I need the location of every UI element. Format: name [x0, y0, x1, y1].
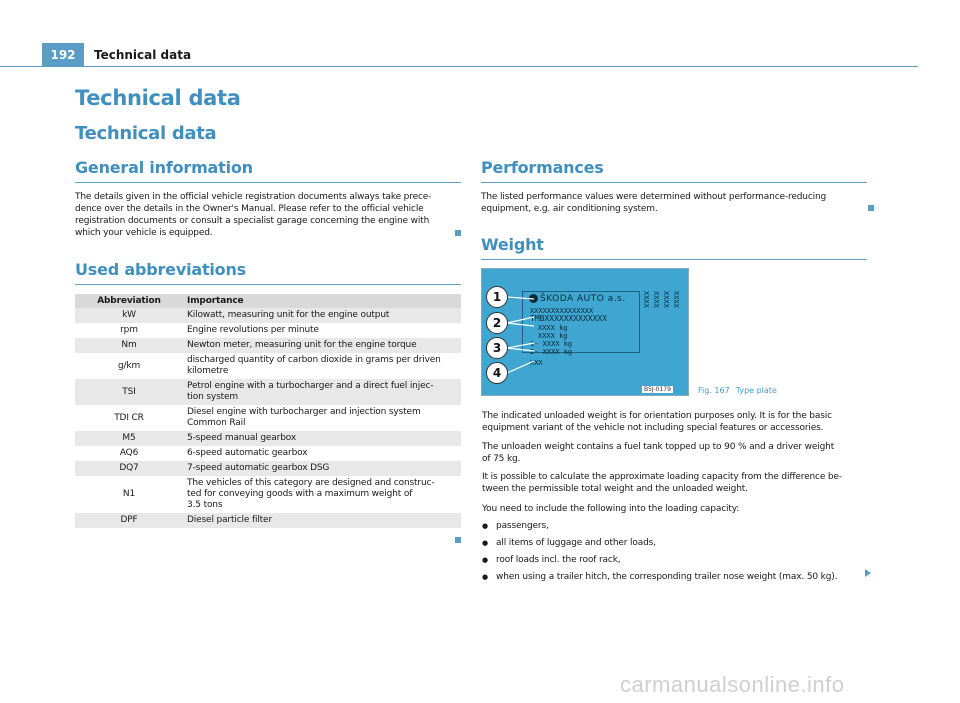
abbreviation-cell: M5	[75, 431, 183, 446]
section-end-mark	[455, 537, 461, 543]
callout-lines	[482, 269, 690, 397]
chapter-title: Technical data	[75, 86, 241, 110]
list-item: ● roof loads incl. the roof rack,	[482, 554, 837, 571]
plate-side-text: XXXX	[652, 291, 660, 308]
general-info-text: The details given in the official vehicle registration documents always take prece- dence over the details in the Owner's Manual. Please refer to the official vehicle registration documents or consult a specialist garage concerning the engine with which your vehicle is equipped.	[75, 192, 432, 238]
list-item: ● all items of luggage and other loads,	[482, 537, 837, 554]
plate-line: 1- XXXX kg	[530, 340, 573, 348]
importance-cell: Newton meter, measuring unit for the engine torque	[183, 338, 461, 353]
abbreviation-cell: DQ7	[75, 461, 183, 476]
importance-cell: Kilowatt, measuring unit for the engine output	[183, 308, 461, 323]
performances-heading: Performances	[481, 158, 867, 183]
performances-text: The listed performance values were determined without performance-reducing equipment, e.g. air conditioning system.	[481, 192, 827, 214]
list-item: ● when using a trailer hitch, the corresponding trailer nose weight (max. 50 kg).	[482, 571, 837, 588]
callout-1: 1	[486, 286, 508, 308]
continue-arrow-icon	[865, 569, 871, 577]
callout-4: 4	[486, 362, 508, 384]
general-info-heading: General information	[75, 158, 461, 183]
abbreviation-cell: N1	[122, 489, 136, 499]
importance-cell: Diesel particle filter	[183, 513, 461, 528]
plate-side-text: XXXX	[642, 291, 650, 308]
page-number: 192	[42, 43, 84, 67]
section-end-mark	[868, 205, 874, 211]
abbreviation-cell: DPF	[75, 513, 183, 528]
importance-cell: Diesel engine with turbocharger and injection system Common Rail	[187, 407, 421, 428]
importance-cell: Petrol engine with a turbocharger and a direct fuel injec- tion system	[183, 379, 461, 405]
abbreviations-table	[75, 294, 461, 528]
weight-text-1: The indicated unloaded weight is for orientation purposes only. It is for the basic equipment variant of the vehicle not including special features or accessories.	[482, 411, 832, 433]
table-row	[75, 431, 461, 446]
abbreviation-cell: AQ6	[119, 448, 139, 458]
column-header-importance: Importance	[183, 294, 461, 308]
list-item: ● passengers,	[482, 520, 837, 537]
abbreviation-cell: TDI CR	[114, 412, 144, 423]
table-row	[75, 308, 461, 323]
watermark: carmanualsonline.info	[620, 672, 845, 697]
table-row	[75, 476, 461, 513]
table-row	[75, 323, 461, 338]
abbreviation-cell: Nm	[75, 338, 183, 353]
plate-vin: TMBXXXXXXXXXXXXX	[530, 314, 608, 323]
abbreviation-cell: g/km	[117, 360, 141, 371]
section-end-mark	[455, 230, 461, 236]
weight-text-2: The unloaden weight contains a fuel tank topped up to 90 % and a driver weight of 75 kg.	[482, 442, 835, 464]
importance-cell: Engine revolutions per minute	[187, 325, 319, 335]
callout-2: 2	[486, 312, 508, 334]
loading-capacity-list	[482, 520, 837, 588]
running-title: Technical data	[94, 48, 192, 62]
column-header-abbreviation: Abbreviation	[75, 294, 183, 308]
figure-reference: B5J-0179	[644, 386, 671, 393]
plate-line: XXXX kg	[538, 332, 568, 340]
table-row	[75, 338, 461, 353]
figure-caption: Fig. 167 Type plate	[698, 386, 777, 395]
plate-side-text: XXXX	[662, 291, 670, 308]
weight-text-3: It is possible to calculate the approximate loading capacity from the difference be- tween the permissible total weight and the unloaded weight.	[482, 472, 842, 494]
type-plate-figure	[481, 268, 689, 396]
plate-line: XXXX kg	[538, 324, 568, 332]
importance-cell: 6-speed automatic gearbox	[187, 448, 308, 458]
plate-line: XXXXXXXXXXXXXXX	[530, 307, 594, 315]
abbreviation-cell: rpm	[120, 325, 138, 335]
plate-side-text: XXXX	[672, 291, 680, 308]
table-row	[75, 379, 461, 405]
table-row	[75, 405, 461, 431]
importance-cell: discharged quantity of carbon dioxide in grams per driven kilometre	[187, 355, 441, 376]
table-row	[75, 513, 461, 528]
table-row	[75, 461, 461, 476]
importance-cell: The vehicles of this category are designed and construc- ted for conveying goods with a maximum weight of 3.5 tons	[187, 478, 435, 510]
abbreviation-cell: kW	[75, 308, 183, 323]
importance-cell: 5-speed manual gearbox	[183, 431, 461, 446]
weight-text-4: You need to include the following into the loading capacity:	[482, 504, 740, 514]
section-title: Technical data	[75, 123, 217, 144]
plate-line: 2- XXXX kg	[530, 348, 573, 356]
table-row	[75, 353, 461, 379]
callout-3: 3	[486, 337, 508, 359]
abbreviation-cell: TSI	[75, 379, 183, 405]
plate-line: XXX	[530, 359, 543, 367]
plate-brand: ŠKODA AUTO a.s.	[540, 294, 626, 304]
abbreviations-heading: Used abbreviations	[75, 260, 461, 285]
importance-cell: 7-speed automatic gearbox DSG	[183, 461, 461, 476]
table-row	[75, 446, 461, 461]
weight-heading: Weight	[481, 235, 867, 260]
